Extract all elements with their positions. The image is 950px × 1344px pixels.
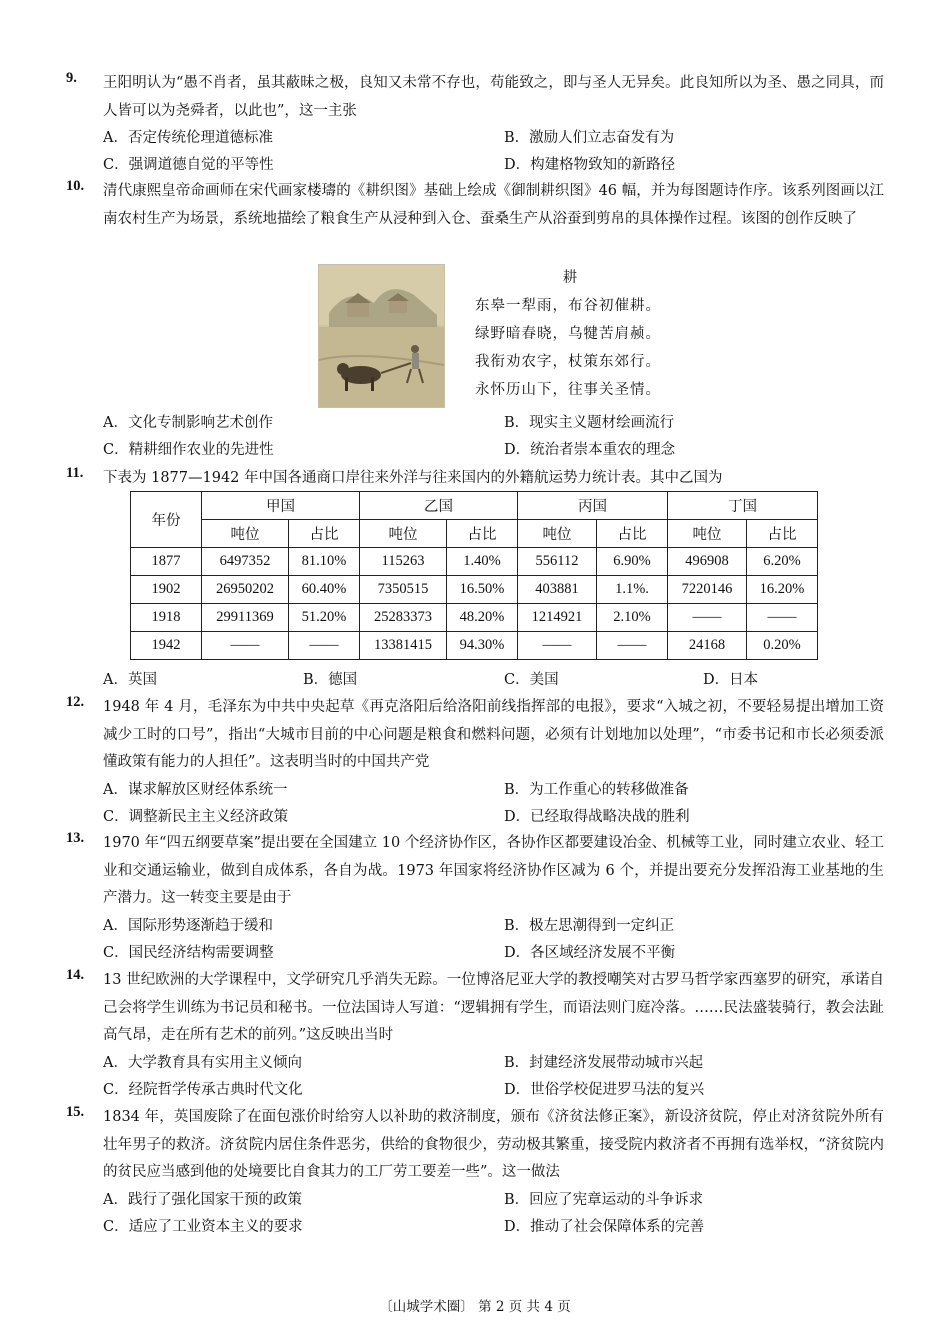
option-b[interactable]: B．激励人们立志奋发有为 xyxy=(504,130,675,146)
option-d[interactable]: D．已经取得战略决战的胜利 xyxy=(504,808,690,825)
question-9 xyxy=(66,70,884,179)
table-cell: 16.20% xyxy=(747,576,818,604)
option-d[interactable]: D．推动了社会保障体系的完善 xyxy=(504,1218,705,1235)
tonnage-header: 吨位 xyxy=(668,520,747,548)
share-header: 占比 xyxy=(289,520,360,548)
option-d[interactable]: D．统治者崇本重农的理念 xyxy=(504,442,676,458)
option-a[interactable]: A．文化专制影响艺术创作 xyxy=(103,415,273,431)
poem-line: 东皋一犁雨，布谷初催耕。 xyxy=(475,298,661,314)
poem-line: 我衔劝农字，杖策东郊行。 xyxy=(475,354,661,370)
table-cell: —— xyxy=(518,632,597,660)
year-header: 年份 xyxy=(131,492,202,548)
option-c[interactable]: C．国民经济结构需要调整 xyxy=(103,944,274,961)
option-c[interactable]: C．适应了工业资本主义的要求 xyxy=(103,1218,303,1235)
shipping-statistics-table xyxy=(130,491,818,660)
question-11-options xyxy=(66,667,884,694)
option-b[interactable]: B．极左思潮得到一定纠正 xyxy=(504,917,675,934)
table-cell: 26950202 xyxy=(202,576,289,604)
table-cell: 403881 xyxy=(518,576,597,604)
table-cell: 1214921 xyxy=(518,604,597,632)
table-cell: —— xyxy=(289,632,360,660)
option-b[interactable]: B．德国 xyxy=(303,672,358,688)
share-header: 占比 xyxy=(747,520,818,548)
question-text: 13 世纪欧洲的大学课程中，文学研究几乎消失无踪。一位博洛尼亚大学的教授嘲笑对古罗马哲学家西塞罗的研究，承诺自己会将学生训练为书记员和秘书。一位法国诗人写道：“逻辑拥有学生，而语法则门庭冷落。……民法盛装骑行，教会法趾高气昂，走在所有艺术的前列。”这反映出当时 xyxy=(103,972,884,1043)
options xyxy=(103,913,884,967)
country-header: 甲国 xyxy=(202,492,360,520)
question-text: 清代康熙皇帝命画师在宋代画家楼璹的《耕织图》基础上绘成《御制耕织图》46 幅，并为每图题诗作序。该系列图画以江南农村生产为场景，系统地描绘了粮食生产从浸种到入仓、蚕桑生产从浴蚕到剪帛的具体操作过程。该图的创作反映了 xyxy=(103,183,884,227)
table-cell: 6.20% xyxy=(747,548,818,576)
question-number: 9. xyxy=(66,70,77,86)
table-cell: 13381415 xyxy=(360,632,447,660)
question-text: 1970 年“四五纲要草案”提出要在全国建立 10 个经济协作区，各协作区都要建设冶金、机械等工业，同时建立农业、轻工业和交通运输业，做到自成体系，各自为战。1973 年国家将经济协作区减为 6 个，并提出要充分发挥沿海工业基地的生产潜力。这一转变主要是由于 xyxy=(103,835,884,906)
question-text: 王阳明认为“愚不肖者，虽其蔽昧之极，良知又未常不存也，苟能致之，即与圣人无异矣。此良知所以为圣、愚之同具，而人皆可以为尧舜者，以此也”，这一主张 xyxy=(103,75,884,119)
farming-painting-image xyxy=(318,264,445,408)
question-text: 1948 年 4 月，毛泽东为中共中央起草《再克洛阳后给洛阳前线指挥部的电报》，要求“入城之初，不要轻易提出增加工资减少工时的口号”，指出“大城市目前的中心问题是粮食和燃料问题，必须有计划地加以处理”，“市委书记和市长必须委派懂政策有能力的人担任”。这表明当时的中国共产党 xyxy=(103,699,884,770)
country-header: 丙国 xyxy=(518,492,668,520)
options xyxy=(103,410,884,464)
tonnage-header: 吨位 xyxy=(518,520,597,548)
question-number: 12. xyxy=(66,694,85,710)
poem-line: 永怀历山下，往事关圣情。 xyxy=(475,382,661,398)
option-a[interactable]: A．谋求解放区财经体系统一 xyxy=(103,781,288,798)
option-a[interactable]: A．英国 xyxy=(103,672,157,688)
question-number: 11. xyxy=(66,465,84,481)
options xyxy=(103,125,884,179)
question-text: 下表为 1877—1942 年中国各通商口岸往来外洋与往来国内的外籍航运势力统计表。其中乙国为 xyxy=(103,470,723,486)
table-cell: 94.30% xyxy=(447,632,518,660)
option-a[interactable]: A．践行了强化国家干预的政策 xyxy=(103,1191,302,1208)
table-cell: 556112 xyxy=(518,548,597,576)
tonnage-header: 吨位 xyxy=(360,520,447,548)
table-cell: 1.1%. xyxy=(597,576,668,604)
options xyxy=(103,777,884,831)
question-10-options xyxy=(66,410,884,464)
table-cell: 60.40% xyxy=(289,576,360,604)
question-number: 14. xyxy=(66,967,85,983)
question-15 xyxy=(66,1104,884,1241)
option-b[interactable]: B．封建经济发展带动城市兴起 xyxy=(504,1054,704,1071)
table-cell: 1.40% xyxy=(447,548,518,576)
option-b[interactable]: B．现实主义题材绘画流行 xyxy=(504,415,675,431)
question-11 xyxy=(66,465,884,493)
question-number: 10. xyxy=(66,178,85,194)
question-13 xyxy=(66,830,884,967)
share-header: 占比 xyxy=(447,520,518,548)
table-row xyxy=(131,632,818,660)
question-number: 13. xyxy=(66,830,85,846)
table-cell: 6.90% xyxy=(597,548,668,576)
option-d[interactable]: D．构建格物致知的新路径 xyxy=(504,157,676,173)
table-cell: 51.20% xyxy=(289,604,360,632)
table-row xyxy=(131,576,818,604)
table-cell: 29911369 xyxy=(202,604,289,632)
poem xyxy=(475,264,705,404)
option-a[interactable]: A．大学教育具有实用主义倾向 xyxy=(103,1054,302,1071)
question-10 xyxy=(66,178,884,233)
option-c[interactable]: C．调整新民主主义经济政策 xyxy=(103,808,289,825)
table-cell: 115263 xyxy=(360,548,447,576)
share-header: 占比 xyxy=(597,520,668,548)
option-c[interactable]: C．经院哲学传承古典时代文化 xyxy=(103,1081,303,1098)
table-row xyxy=(131,548,818,576)
table-cell: —— xyxy=(747,604,818,632)
table-cell: —— xyxy=(597,632,668,660)
country-header: 乙国 xyxy=(360,492,518,520)
table-cell: 7220146 xyxy=(668,576,747,604)
table-cell: 2.10% xyxy=(597,604,668,632)
options xyxy=(103,667,884,694)
question-number: 15. xyxy=(66,1104,85,1120)
tonnage-header: 吨位 xyxy=(202,520,289,548)
painting-illustration xyxy=(319,265,444,407)
poem-title: 耕 xyxy=(562,270,578,286)
table-cell: 0.20% xyxy=(747,632,818,660)
option-d[interactable]: D．世俗学校促进罗马法的复兴 xyxy=(504,1081,705,1098)
table-cell: 48.20% xyxy=(447,604,518,632)
table-cell: 1877 xyxy=(131,548,202,576)
table-cell: 1942 xyxy=(131,632,202,660)
option-a[interactable]: A．否定传统伦理道德标准 xyxy=(103,130,273,146)
table-cell: 1918 xyxy=(131,604,202,632)
table-cell: —— xyxy=(668,604,747,632)
options xyxy=(103,1050,884,1104)
table-cell: 25283373 xyxy=(360,604,447,632)
options xyxy=(103,1187,884,1241)
table-cell: 24168 xyxy=(668,632,747,660)
table-row xyxy=(131,604,818,632)
option-c[interactable]: C．美国 xyxy=(504,672,559,688)
question-12 xyxy=(66,694,884,831)
page-footer: 〔山城学术圈〕 第 2 页 共 4 页 xyxy=(379,1299,571,1315)
option-c[interactable]: C．精耕细作农业的先进性 xyxy=(103,442,274,458)
table-cell: 7350515 xyxy=(360,576,447,604)
option-a[interactable]: A．国际形势逐渐趋于缓和 xyxy=(103,917,273,934)
option-c[interactable]: C．强调道德自觉的平等性 xyxy=(103,157,274,173)
poem-line: 绿野暗春晓，乌犍苦肩赪。 xyxy=(475,326,661,342)
table-cell: 6497352 xyxy=(202,548,289,576)
option-b[interactable]: B．为工作重心的转移做准备 xyxy=(504,781,689,798)
table-cell: 1902 xyxy=(131,576,202,604)
question-14 xyxy=(66,967,884,1104)
table-cell: 81.10% xyxy=(289,548,360,576)
country-header: 丁国 xyxy=(668,492,818,520)
table-cell: 496908 xyxy=(668,548,747,576)
option-b[interactable]: B．回应了宪章运动的斗争诉求 xyxy=(504,1191,704,1208)
option-d[interactable]: D．日本 xyxy=(703,672,759,688)
question-text: 1834 年，英国废除了在面包涨价时给穷人以补助的救济制度，颁布《济贫法修正案》，新设济贫院，停止对济贫院外所有壮年男子的救济。济贫院内居住条件恶劣，供给的食物很少，劳动极其繁重，接受院内救济者不再拥有选举权，“济贫院内的贫民应当感到他的处境要比自食其力的工厂劳工要差一些”。这一做法 xyxy=(103,1109,884,1180)
option-d[interactable]: D．各区域经济发展不平衡 xyxy=(504,944,676,961)
table-cell: —— xyxy=(202,632,289,660)
table-cell: 16.50% xyxy=(447,576,518,604)
